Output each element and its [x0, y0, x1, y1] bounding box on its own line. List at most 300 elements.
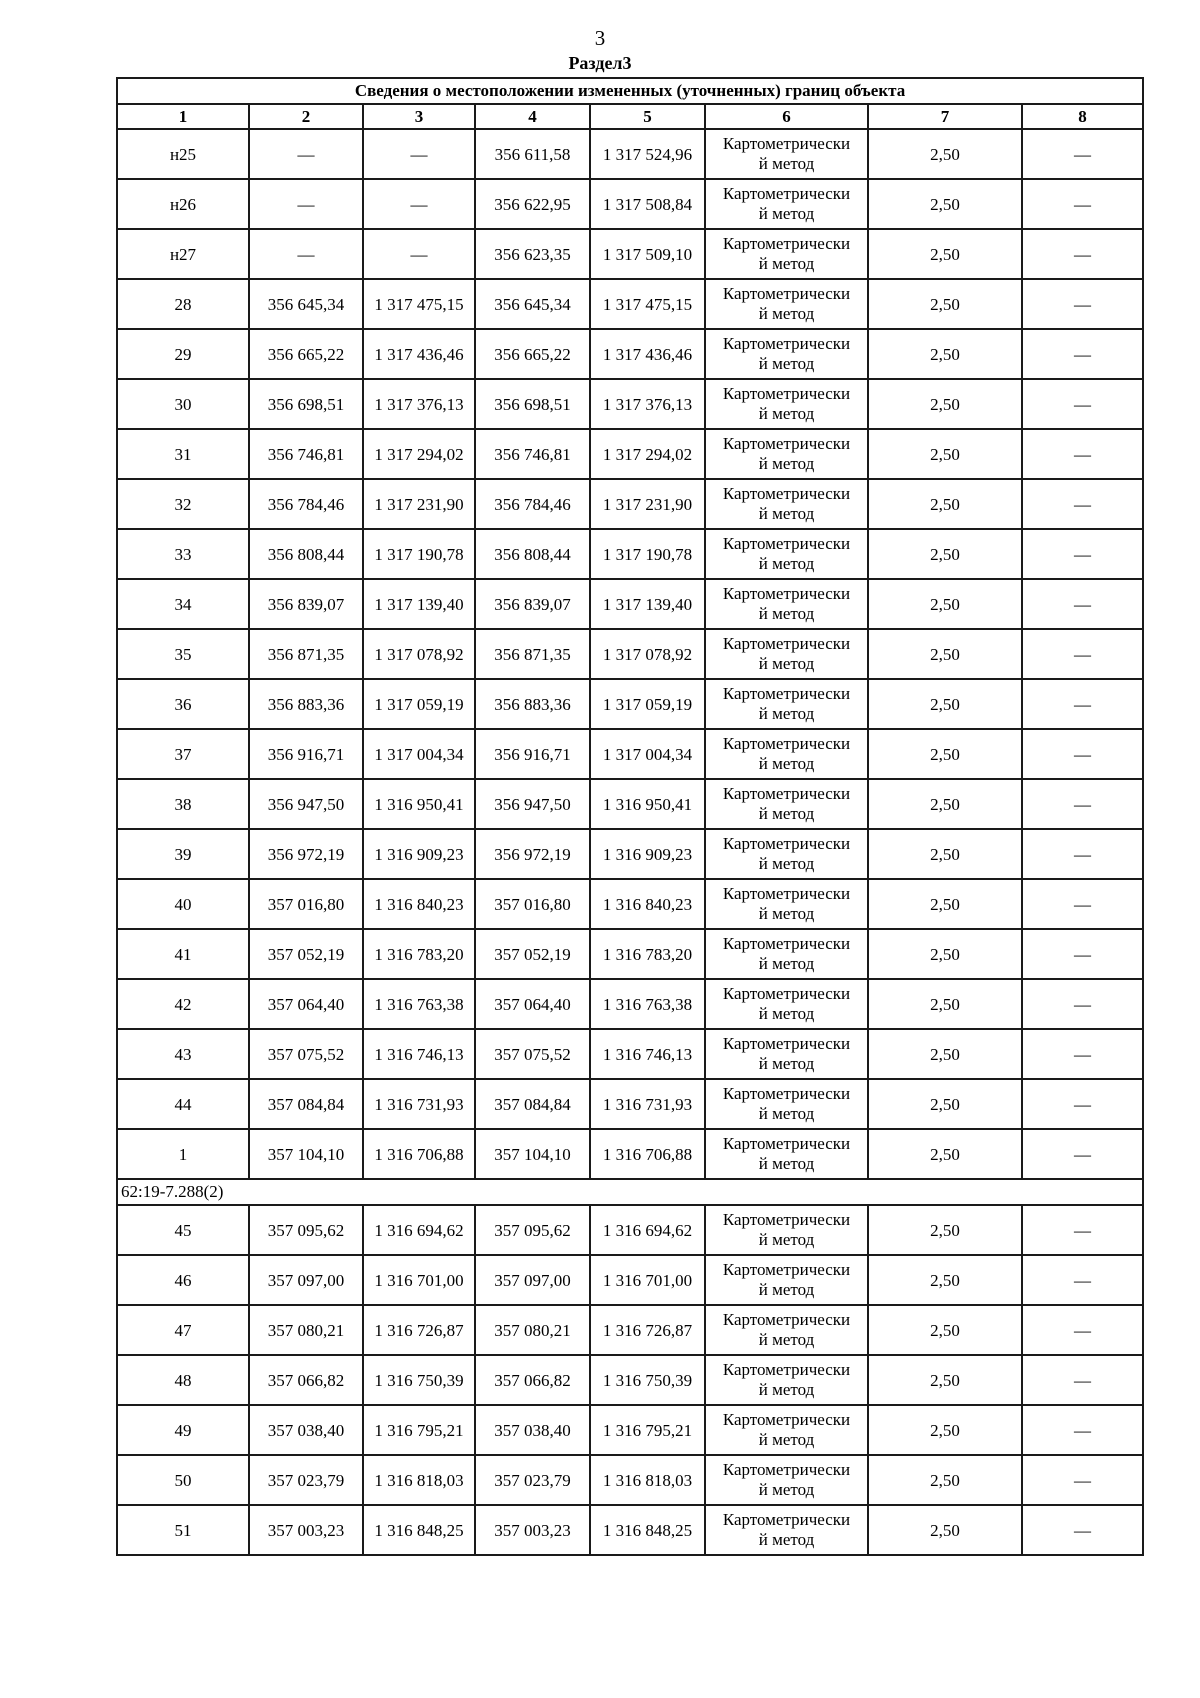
- point-row: [117, 1505, 1143, 1555]
- method-cell: [705, 1305, 868, 1355]
- method-cell: [705, 279, 868, 329]
- note-cell: —: [1022, 679, 1143, 729]
- x-old-cell: 357 016,80: [249, 879, 363, 929]
- method-line-2: й метод: [758, 504, 815, 523]
- y-new-cell: 1 316 818,03: [590, 1455, 705, 1505]
- point-number-cell: 41: [117, 929, 249, 979]
- note-cell: —: [1022, 1405, 1143, 1455]
- accuracy-cell: 2,50: [868, 229, 1022, 279]
- y-new-cell: 1 316 848,25: [590, 1505, 705, 1555]
- note-cell: —: [1022, 929, 1143, 979]
- method-line-2: й метод: [758, 1004, 815, 1023]
- column-header-5: 5: [590, 104, 705, 129]
- note-cell: —: [1022, 979, 1143, 1029]
- y-old-cell: —: [363, 229, 475, 279]
- method-line-1: Картометрически: [722, 1034, 851, 1053]
- method-cell: [705, 879, 868, 929]
- note-cell: —: [1022, 1505, 1143, 1555]
- method-cell: [705, 429, 868, 479]
- method-line-2: й метод: [758, 1104, 815, 1123]
- point-number-cell: 30: [117, 379, 249, 429]
- method-line-2: й метод: [758, 404, 815, 423]
- x-old-cell: 357 075,52: [249, 1029, 363, 1079]
- method-line-2: й метод: [758, 854, 815, 873]
- x-old-cell: 356 871,35: [249, 629, 363, 679]
- point-number-cell: 48: [117, 1355, 249, 1405]
- y-old-cell: 1 317 376,13: [363, 379, 475, 429]
- x-old-cell: 356 665,22: [249, 329, 363, 379]
- table-title: Сведения о местоположении измененных (уточненных) границ объекта: [117, 78, 1143, 104]
- x-old-cell: 356 746,81: [249, 429, 363, 479]
- method-cell: [705, 729, 868, 779]
- method-line-1: Картометрически: [722, 434, 851, 453]
- x-new-cell: 356 883,36: [475, 679, 590, 729]
- accuracy-cell: 2,50: [868, 329, 1022, 379]
- y-new-cell: 1 317 004,34: [590, 729, 705, 779]
- method-cell: [705, 129, 868, 179]
- method-line-1: Картометрически: [722, 634, 851, 653]
- x-new-cell: 357 038,40: [475, 1405, 590, 1455]
- y-old-cell: 1 317 436,46: [363, 329, 475, 379]
- point-row: [117, 279, 1143, 329]
- method-cell: [705, 179, 868, 229]
- y-old-cell: 1 317 190,78: [363, 529, 475, 579]
- method-cell: [705, 379, 868, 429]
- x-new-cell: 357 104,10: [475, 1129, 590, 1179]
- accuracy-cell: 2,50: [868, 879, 1022, 929]
- y-old-cell: 1 316 750,39: [363, 1355, 475, 1405]
- y-new-cell: 1 316 706,88: [590, 1129, 705, 1179]
- method-line-1: Картометрически: [722, 484, 851, 503]
- x-old-cell: 356 947,50: [249, 779, 363, 829]
- method-line-1: Картометрически: [722, 1134, 851, 1153]
- note-cell: —: [1022, 129, 1143, 179]
- point-number-cell: 49: [117, 1405, 249, 1455]
- method-line-2: й метод: [758, 1380, 815, 1399]
- point-row: [117, 779, 1143, 829]
- y-old-cell: 1 317 078,92: [363, 629, 475, 679]
- x-old-cell: 357 095,62: [249, 1205, 363, 1255]
- accuracy-cell: 2,50: [868, 1455, 1022, 1505]
- x-old-cell: 356 972,19: [249, 829, 363, 879]
- column-header-1: 1: [117, 104, 249, 129]
- x-old-cell: —: [249, 179, 363, 229]
- x-old-cell: 357 023,79: [249, 1455, 363, 1505]
- x-new-cell: 356 784,46: [475, 479, 590, 529]
- note-cell: —: [1022, 879, 1143, 929]
- x-old-cell: 356 698,51: [249, 379, 363, 429]
- accuracy-cell: 2,50: [868, 279, 1022, 329]
- note-cell: —: [1022, 1455, 1143, 1505]
- accuracy-cell: 2,50: [868, 779, 1022, 829]
- y-old-cell: 1 316 840,23: [363, 879, 475, 929]
- accuracy-cell: 2,50: [868, 479, 1022, 529]
- y-old-cell: 1 316 763,38: [363, 979, 475, 1029]
- method-line-2: й метод: [758, 1280, 815, 1299]
- method-line-2: й метод: [758, 1154, 815, 1173]
- point-number-cell: 43: [117, 1029, 249, 1079]
- method-line-1: Картометрически: [722, 1460, 851, 1479]
- column-numbers-row: [117, 104, 1143, 129]
- point-number-cell: 34: [117, 579, 249, 629]
- y-new-cell: 1 317 509,10: [590, 229, 705, 279]
- method-cell: [705, 1405, 868, 1455]
- y-new-cell: 1 316 950,41: [590, 779, 705, 829]
- method-line-1: Картометрически: [722, 1410, 851, 1429]
- method-cell: [705, 229, 868, 279]
- column-header-8: 8: [1022, 104, 1143, 129]
- column-header-3: 3: [363, 104, 475, 129]
- y-new-cell: 1 317 078,92: [590, 629, 705, 679]
- x-old-cell: 357 084,84: [249, 1079, 363, 1129]
- x-old-cell: 357 066,82: [249, 1355, 363, 1405]
- method-line-2: й метод: [758, 1530, 815, 1549]
- method-line-2: й метод: [758, 754, 815, 773]
- point-row: [117, 329, 1143, 379]
- x-new-cell: 357 052,19: [475, 929, 590, 979]
- method-line-1: Картометрически: [722, 1210, 851, 1229]
- method-line-1: Картометрически: [722, 934, 851, 953]
- method-line-1: Картометрически: [722, 334, 851, 353]
- note-cell: —: [1022, 779, 1143, 829]
- y-old-cell: 1 316 706,88: [363, 1129, 475, 1179]
- point-number-cell: 33: [117, 529, 249, 579]
- accuracy-cell: 2,50: [868, 179, 1022, 229]
- x-new-cell: 357 097,00: [475, 1255, 590, 1305]
- point-number-cell: 38: [117, 779, 249, 829]
- y-old-cell: 1 317 059,19: [363, 679, 475, 729]
- y-old-cell: 1 316 783,20: [363, 929, 475, 979]
- point-row: [117, 1205, 1143, 1255]
- x-new-cell: 356 611,58: [475, 129, 590, 179]
- method-cell: [705, 1079, 868, 1129]
- column-header-4: 4: [475, 104, 590, 129]
- point-row: [117, 829, 1143, 879]
- y-new-cell: 1 316 840,23: [590, 879, 705, 929]
- point-row: [117, 179, 1143, 229]
- point-row: [117, 929, 1143, 979]
- method-line-2: й метод: [758, 1330, 815, 1349]
- y-old-cell: —: [363, 129, 475, 179]
- accuracy-cell: 2,50: [868, 829, 1022, 879]
- x-new-cell: 356 645,34: [475, 279, 590, 329]
- x-new-cell: 356 947,50: [475, 779, 590, 829]
- point-row: [117, 1455, 1143, 1505]
- note-cell: —: [1022, 1255, 1143, 1305]
- accuracy-cell: 2,50: [868, 1205, 1022, 1255]
- note-cell: —: [1022, 1305, 1143, 1355]
- note-cell: —: [1022, 729, 1143, 779]
- x-old-cell: 357 080,21: [249, 1305, 363, 1355]
- accuracy-cell: 2,50: [868, 1029, 1022, 1079]
- accuracy-cell: 2,50: [868, 129, 1022, 179]
- y-new-cell: 1 316 746,13: [590, 1029, 705, 1079]
- method-line-2: й метод: [758, 204, 815, 223]
- accuracy-cell: 2,50: [868, 679, 1022, 729]
- accuracy-cell: 2,50: [868, 379, 1022, 429]
- x-new-cell: 357 095,62: [475, 1205, 590, 1255]
- point-number-cell: 37: [117, 729, 249, 779]
- point-row: [117, 379, 1143, 429]
- x-old-cell: 357 104,10: [249, 1129, 363, 1179]
- point-row: [117, 579, 1143, 629]
- point-number-cell: н26: [117, 179, 249, 229]
- method-cell: [705, 629, 868, 679]
- method-cell: [705, 929, 868, 979]
- method-line-1: Картометрически: [722, 284, 851, 303]
- point-row: [117, 229, 1143, 279]
- y-new-cell: 1 317 294,02: [590, 429, 705, 479]
- note-cell: —: [1022, 429, 1143, 479]
- y-new-cell: 1 316 750,39: [590, 1355, 705, 1405]
- method-line-2: й метод: [758, 604, 815, 623]
- point-number-cell: 31: [117, 429, 249, 479]
- x-old-cell: —: [249, 129, 363, 179]
- point-number-cell: 44: [117, 1079, 249, 1129]
- y-old-cell: 1 316 818,03: [363, 1455, 475, 1505]
- x-old-cell: 356 883,36: [249, 679, 363, 729]
- point-number-cell: н25: [117, 129, 249, 179]
- x-old-cell: 357 097,00: [249, 1255, 363, 1305]
- point-row: [117, 129, 1143, 179]
- point-row: [117, 729, 1143, 779]
- accuracy-cell: 2,50: [868, 979, 1022, 1029]
- method-line-2: й метод: [758, 1480, 815, 1499]
- note-cell: —: [1022, 1355, 1143, 1405]
- x-old-cell: 356 808,44: [249, 529, 363, 579]
- y-old-cell: 1 317 294,02: [363, 429, 475, 479]
- y-old-cell: 1 317 475,15: [363, 279, 475, 329]
- method-line-2: й метод: [758, 804, 815, 823]
- point-row: [117, 1405, 1143, 1455]
- y-old-cell: 1 317 139,40: [363, 579, 475, 629]
- method-line-1: Картометрически: [722, 1310, 851, 1329]
- y-old-cell: 1 316 909,23: [363, 829, 475, 879]
- point-row: [117, 629, 1143, 679]
- x-old-cell: 356 645,34: [249, 279, 363, 329]
- method-line-1: Картометрически: [722, 384, 851, 403]
- x-new-cell: 357 003,23: [475, 1505, 590, 1555]
- column-header-6: 6: [705, 104, 868, 129]
- y-old-cell: 1 317 231,90: [363, 479, 475, 529]
- method-line-2: й метод: [758, 154, 815, 173]
- note-cell: —: [1022, 1205, 1143, 1255]
- point-row: [117, 1129, 1143, 1179]
- point-number-cell: 42: [117, 979, 249, 1029]
- x-old-cell: 357 064,40: [249, 979, 363, 1029]
- x-new-cell: 357 084,84: [475, 1079, 590, 1129]
- method-line-2: й метод: [758, 1230, 815, 1249]
- y-new-cell: 1 317 231,90: [590, 479, 705, 529]
- x-new-cell: 356 972,19: [475, 829, 590, 879]
- point-number-cell: 39: [117, 829, 249, 879]
- note-cell: —: [1022, 629, 1143, 679]
- point-row: [117, 529, 1143, 579]
- x-old-cell: 356 839,07: [249, 579, 363, 629]
- method-line-1: Картометрически: [722, 784, 851, 803]
- table-body: [117, 129, 1143, 1555]
- method-cell: [705, 829, 868, 879]
- y-old-cell: 1 316 726,87: [363, 1305, 475, 1355]
- cadastral-number-row: [117, 1179, 1143, 1205]
- method-line-1: Картометрически: [722, 1510, 851, 1529]
- column-header-2: 2: [249, 104, 363, 129]
- method-cell: [705, 779, 868, 829]
- point-number-cell: 28: [117, 279, 249, 329]
- x-new-cell: 357 016,80: [475, 879, 590, 929]
- method-cell: [705, 979, 868, 1029]
- accuracy-cell: 2,50: [868, 1079, 1022, 1129]
- method-cell: [705, 529, 868, 579]
- method-line-2: й метод: [758, 904, 815, 923]
- method-line-1: Картометрически: [722, 1084, 851, 1103]
- note-cell: —: [1022, 1029, 1143, 1079]
- method-line-1: Картометрически: [722, 834, 851, 853]
- method-line-1: Картометрически: [722, 134, 851, 153]
- method-line-1: Картометрически: [722, 184, 851, 203]
- method-line-1: Картометрически: [722, 234, 851, 253]
- accuracy-cell: 2,50: [868, 1255, 1022, 1305]
- y-old-cell: 1 316 950,41: [363, 779, 475, 829]
- y-new-cell: 1 316 795,21: [590, 1405, 705, 1455]
- method-cell: [705, 1355, 868, 1405]
- accuracy-cell: 2,50: [868, 579, 1022, 629]
- point-number-cell: 45: [117, 1205, 249, 1255]
- point-number-cell: 47: [117, 1305, 249, 1355]
- y-new-cell: 1 317 190,78: [590, 529, 705, 579]
- y-new-cell: 1 317 475,15: [590, 279, 705, 329]
- accuracy-cell: 2,50: [868, 729, 1022, 779]
- x-new-cell: 357 075,52: [475, 1029, 590, 1079]
- method-line-2: й метод: [758, 454, 815, 473]
- y-new-cell: 1 317 524,96: [590, 129, 705, 179]
- y-old-cell: 1 317 004,34: [363, 729, 475, 779]
- x-old-cell: 357 003,23: [249, 1505, 363, 1555]
- point-number-cell: 35: [117, 629, 249, 679]
- note-cell: —: [1022, 1129, 1143, 1179]
- y-old-cell: —: [363, 179, 475, 229]
- x-new-cell: 356 746,81: [475, 429, 590, 479]
- method-line-2: й метод: [758, 654, 815, 673]
- method-line-1: Картометрически: [722, 734, 851, 753]
- y-new-cell: 1 316 731,93: [590, 1079, 705, 1129]
- point-number-cell: 36: [117, 679, 249, 729]
- x-new-cell: 356 623,35: [475, 229, 590, 279]
- y-new-cell: 1 316 783,20: [590, 929, 705, 979]
- y-old-cell: 1 316 746,13: [363, 1029, 475, 1079]
- accuracy-cell: 2,50: [868, 629, 1022, 679]
- method-line-2: й метод: [758, 704, 815, 723]
- method-line-2: й метод: [758, 554, 815, 573]
- accuracy-cell: 2,50: [868, 1305, 1022, 1355]
- point-number-cell: н27: [117, 229, 249, 279]
- method-line-1: Картометрически: [722, 534, 851, 553]
- accuracy-cell: 2,50: [868, 929, 1022, 979]
- method-line-1: Картометрически: [722, 584, 851, 603]
- point-number-cell: 29: [117, 329, 249, 379]
- method-line-1: Картометрически: [722, 684, 851, 703]
- x-old-cell: 357 038,40: [249, 1405, 363, 1455]
- note-cell: —: [1022, 479, 1143, 529]
- y-new-cell: 1 317 436,46: [590, 329, 705, 379]
- y-old-cell: 1 316 731,93: [363, 1079, 475, 1129]
- y-new-cell: 1 316 726,87: [590, 1305, 705, 1355]
- y-new-cell: 1 316 763,38: [590, 979, 705, 1029]
- y-new-cell: 1 317 139,40: [590, 579, 705, 629]
- note-cell: —: [1022, 179, 1143, 229]
- x-new-cell: 357 064,40: [475, 979, 590, 1029]
- method-line-2: й метод: [758, 254, 815, 273]
- y-old-cell: 1 316 701,00: [363, 1255, 475, 1305]
- accuracy-cell: 2,50: [868, 1355, 1022, 1405]
- column-header-7: 7: [868, 104, 1022, 129]
- x-new-cell: 356 622,95: [475, 179, 590, 229]
- accuracy-cell: 2,50: [868, 529, 1022, 579]
- section-heading: Раздел3: [568, 53, 632, 73]
- method-cell: [705, 1205, 868, 1255]
- point-row: [117, 479, 1143, 529]
- point-row: [117, 1305, 1143, 1355]
- point-number-cell: 40: [117, 879, 249, 929]
- method-line-1: Картометрически: [722, 1360, 851, 1379]
- x-new-cell: 356 839,07: [475, 579, 590, 629]
- note-cell: —: [1022, 529, 1143, 579]
- y-new-cell: 1 316 694,62: [590, 1205, 705, 1255]
- method-line-1: Картометрически: [722, 984, 851, 1003]
- cadastral-number-cell: 62:19-7.288(2): [117, 1179, 1143, 1205]
- method-cell: [705, 579, 868, 629]
- method-cell: [705, 479, 868, 529]
- boundaries-table: [116, 77, 1144, 1556]
- point-row: [117, 1355, 1143, 1405]
- point-row: [117, 979, 1143, 1029]
- point-row: [117, 429, 1143, 479]
- page-number: 3: [594, 26, 606, 50]
- x-new-cell: 357 066,82: [475, 1355, 590, 1405]
- y-new-cell: 1 316 909,23: [590, 829, 705, 879]
- accuracy-cell: 2,50: [868, 1129, 1022, 1179]
- point-number-cell: 1: [117, 1129, 249, 1179]
- note-cell: —: [1022, 829, 1143, 879]
- x-old-cell: 356 784,46: [249, 479, 363, 529]
- point-row: [117, 1029, 1143, 1079]
- note-cell: —: [1022, 579, 1143, 629]
- method-cell: [705, 1129, 868, 1179]
- note-cell: —: [1022, 279, 1143, 329]
- x-new-cell: 357 080,21: [475, 1305, 590, 1355]
- point-number-cell: 46: [117, 1255, 249, 1305]
- method-line-2: й метод: [758, 304, 815, 323]
- x-old-cell: 356 916,71: [249, 729, 363, 779]
- x-new-cell: 356 665,22: [475, 329, 590, 379]
- x-new-cell: 357 023,79: [475, 1455, 590, 1505]
- y-new-cell: 1 316 701,00: [590, 1255, 705, 1305]
- note-cell: —: [1022, 1079, 1143, 1129]
- method-line-2: й метод: [758, 954, 815, 973]
- method-line-1: Картометрически: [722, 1260, 851, 1279]
- method-cell: [705, 329, 868, 379]
- x-old-cell: 357 052,19: [249, 929, 363, 979]
- accuracy-cell: 2,50: [868, 429, 1022, 479]
- x-new-cell: 356 871,35: [475, 629, 590, 679]
- method-line-1: Картометрически: [722, 884, 851, 903]
- y-new-cell: 1 317 059,19: [590, 679, 705, 729]
- y-old-cell: 1 316 694,62: [363, 1205, 475, 1255]
- note-cell: —: [1022, 329, 1143, 379]
- method-cell: [705, 1455, 868, 1505]
- x-old-cell: —: [249, 229, 363, 279]
- note-cell: —: [1022, 229, 1143, 279]
